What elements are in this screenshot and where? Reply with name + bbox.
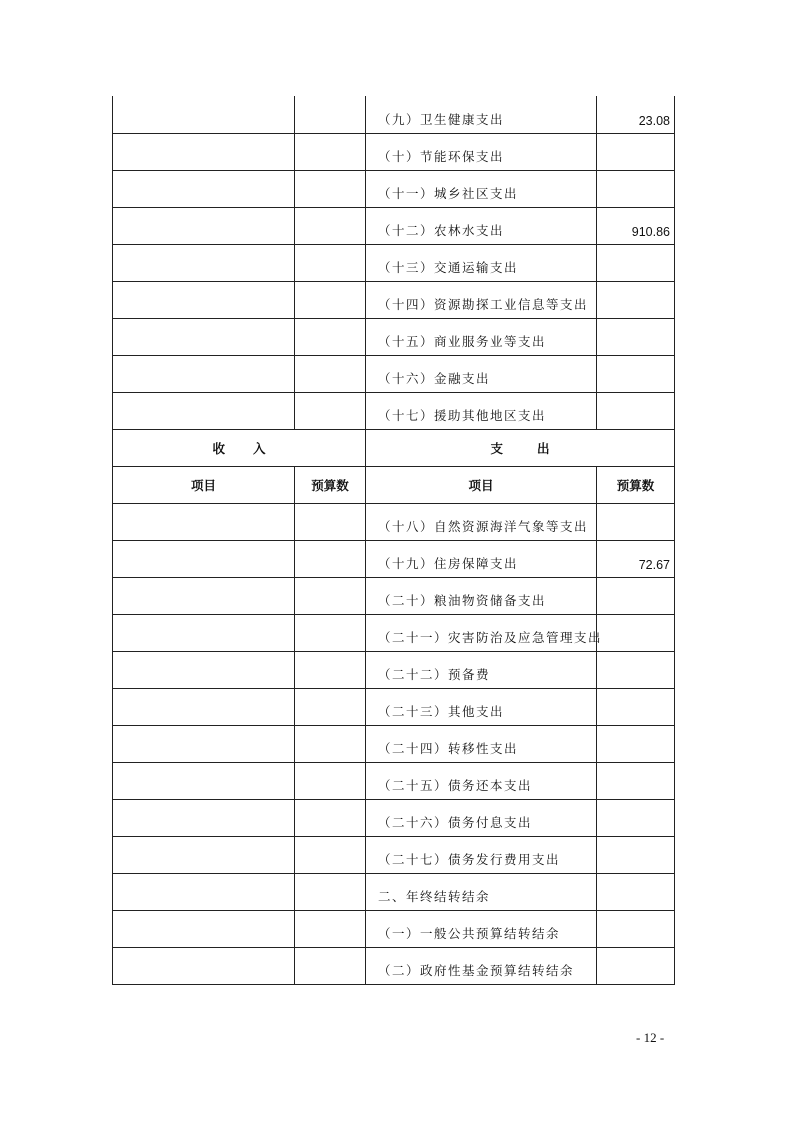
income-budget-cell	[295, 836, 366, 873]
income-budget-cell	[295, 799, 366, 836]
income-item-cell	[113, 318, 295, 355]
income-item-cell	[113, 688, 295, 725]
income-item-cell	[113, 133, 295, 170]
income-section-header: 收入	[113, 429, 366, 466]
income-item-cell	[113, 910, 295, 947]
table-row	[113, 244, 675, 281]
income-budget-cell	[295, 318, 366, 355]
expense-item-cell: （二十）粮油物资储备支出	[366, 577, 597, 614]
table-row	[113, 355, 675, 392]
expense-amount-cell	[597, 355, 675, 392]
expense-amount-cell	[597, 170, 675, 207]
income-item-cell	[113, 762, 295, 799]
expense-item-cell: （十七）援助其他地区支出	[366, 392, 597, 429]
expense-amount-cell	[597, 133, 675, 170]
income-budget-cell	[295, 281, 366, 318]
expense-item-cell: （十六）金融支出	[366, 355, 597, 392]
expense-item-cell: （二十七）债务发行费用支出	[366, 836, 597, 873]
income-budget-cell	[295, 947, 366, 984]
expense-amount-cell	[597, 503, 675, 540]
income-item-cell	[113, 392, 295, 429]
budget-table	[112, 96, 675, 985]
table-row	[113, 836, 675, 873]
income-item-cell	[113, 651, 295, 688]
expense-amount-cell	[597, 651, 675, 688]
income-item-cell	[113, 281, 295, 318]
expense-item-cell: （十九）住房保障支出	[366, 540, 597, 577]
income-item-cell	[113, 540, 295, 577]
expense-item-cell: （二十一）灾害防治及应急管理支出	[366, 614, 597, 651]
income-budget-cell	[295, 762, 366, 799]
expense-amount-cell	[597, 318, 675, 355]
income-item-cell	[113, 355, 295, 392]
income-item-cell	[113, 96, 295, 133]
income-budget-cell	[295, 910, 366, 947]
expense-amount-cell	[597, 244, 675, 281]
table-row	[113, 318, 675, 355]
expense-amount-cell	[597, 873, 675, 910]
expense-amount-cell	[597, 947, 675, 984]
expense-item-cell: （二十三）其他支出	[366, 688, 597, 725]
expense-item-cell: （十四）资源勘探工业信息等支出	[366, 281, 597, 318]
table-row	[113, 762, 675, 799]
income-item-cell	[113, 244, 295, 281]
income-item-cell	[113, 947, 295, 984]
table-row	[113, 207, 675, 244]
table-row	[113, 577, 675, 614]
expense-item-cell: （十三）交通运输支出	[366, 244, 597, 281]
expense-amount-cell: 23.08	[597, 96, 675, 133]
table-row	[113, 799, 675, 836]
page-number: - 12 -	[636, 1030, 665, 1045]
income-budget-header: 预算数	[295, 466, 366, 503]
expense-item-cell: （九）卫生健康支出	[366, 96, 597, 133]
expense-item-cell: （十八）自然资源海洋气象等支出	[366, 503, 597, 540]
table-row	[113, 651, 675, 688]
table-row	[113, 96, 675, 133]
expense-amount-cell	[597, 836, 675, 873]
expense-budget-header: 预算数	[597, 466, 675, 503]
income-budget-cell	[295, 207, 366, 244]
expense-amount-cell: 910.86	[597, 207, 675, 244]
income-budget-cell	[295, 725, 366, 762]
income-budget-cell	[295, 133, 366, 170]
expense-item-cell: （一）一般公共预算结转结余	[366, 910, 597, 947]
expense-item-cell: （二）政府性基金预算结转结余	[366, 947, 597, 984]
table-row	[113, 503, 675, 540]
income-item-cell	[113, 799, 295, 836]
income-budget-cell	[295, 170, 366, 207]
expense-amount-cell	[597, 799, 675, 836]
expense-item-cell: （二十六）债务付息支出	[366, 799, 597, 836]
income-budget-cell	[295, 577, 366, 614]
income-budget-cell	[295, 392, 366, 429]
expense-amount-cell: 72.67	[597, 540, 675, 577]
table-row	[113, 540, 675, 577]
expense-amount-cell	[597, 281, 675, 318]
expense-amount-cell	[597, 392, 675, 429]
income-item-cell	[113, 614, 295, 651]
expense-item-cell: （十二）农林水支出	[366, 207, 597, 244]
expense-item-header: 项目	[366, 466, 597, 503]
income-budget-cell	[295, 651, 366, 688]
expense-item-cell: （二十二）预备费	[366, 651, 597, 688]
income-budget-cell	[295, 614, 366, 651]
income-item-cell	[113, 725, 295, 762]
section-header-row	[113, 429, 675, 466]
income-item-header: 项目	[113, 466, 295, 503]
expense-amount-cell	[597, 762, 675, 799]
income-item-cell	[113, 873, 295, 910]
table-row	[113, 281, 675, 318]
expense-section-header: 支出	[366, 429, 675, 466]
table-row	[113, 725, 675, 762]
table-row	[113, 947, 675, 984]
expense-amount-cell	[597, 577, 675, 614]
column-header-row	[113, 466, 675, 503]
expense-item-cell: （十）节能环保支出	[366, 133, 597, 170]
income-item-cell	[113, 836, 295, 873]
income-budget-cell	[295, 96, 366, 133]
income-budget-cell	[295, 244, 366, 281]
income-item-cell	[113, 577, 295, 614]
expense-item-cell: （十一）城乡社区支出	[366, 170, 597, 207]
expense-amount-cell	[597, 910, 675, 947]
table-row	[113, 133, 675, 170]
expense-amount-cell	[597, 614, 675, 651]
expense-item-cell: 二、年终结转结余	[366, 873, 597, 910]
income-item-cell	[113, 207, 295, 244]
table-row	[113, 392, 675, 429]
expense-amount-cell	[597, 725, 675, 762]
income-item-cell	[113, 170, 295, 207]
income-budget-cell	[295, 503, 366, 540]
table-row	[113, 873, 675, 910]
income-item-cell	[113, 503, 295, 540]
table-row	[113, 688, 675, 725]
table-row	[113, 614, 675, 651]
expense-item-cell: （二十四）转移性支出	[366, 725, 597, 762]
income-budget-cell	[295, 355, 366, 392]
expense-item-cell: （二十五）债务还本支出	[366, 762, 597, 799]
expense-item-cell: （十五）商业服务业等支出	[366, 318, 597, 355]
income-budget-cell	[295, 873, 366, 910]
income-budget-cell	[295, 540, 366, 577]
income-budget-cell	[295, 688, 366, 725]
table-row	[113, 910, 675, 947]
table-row	[113, 170, 675, 207]
expense-amount-cell	[597, 688, 675, 725]
